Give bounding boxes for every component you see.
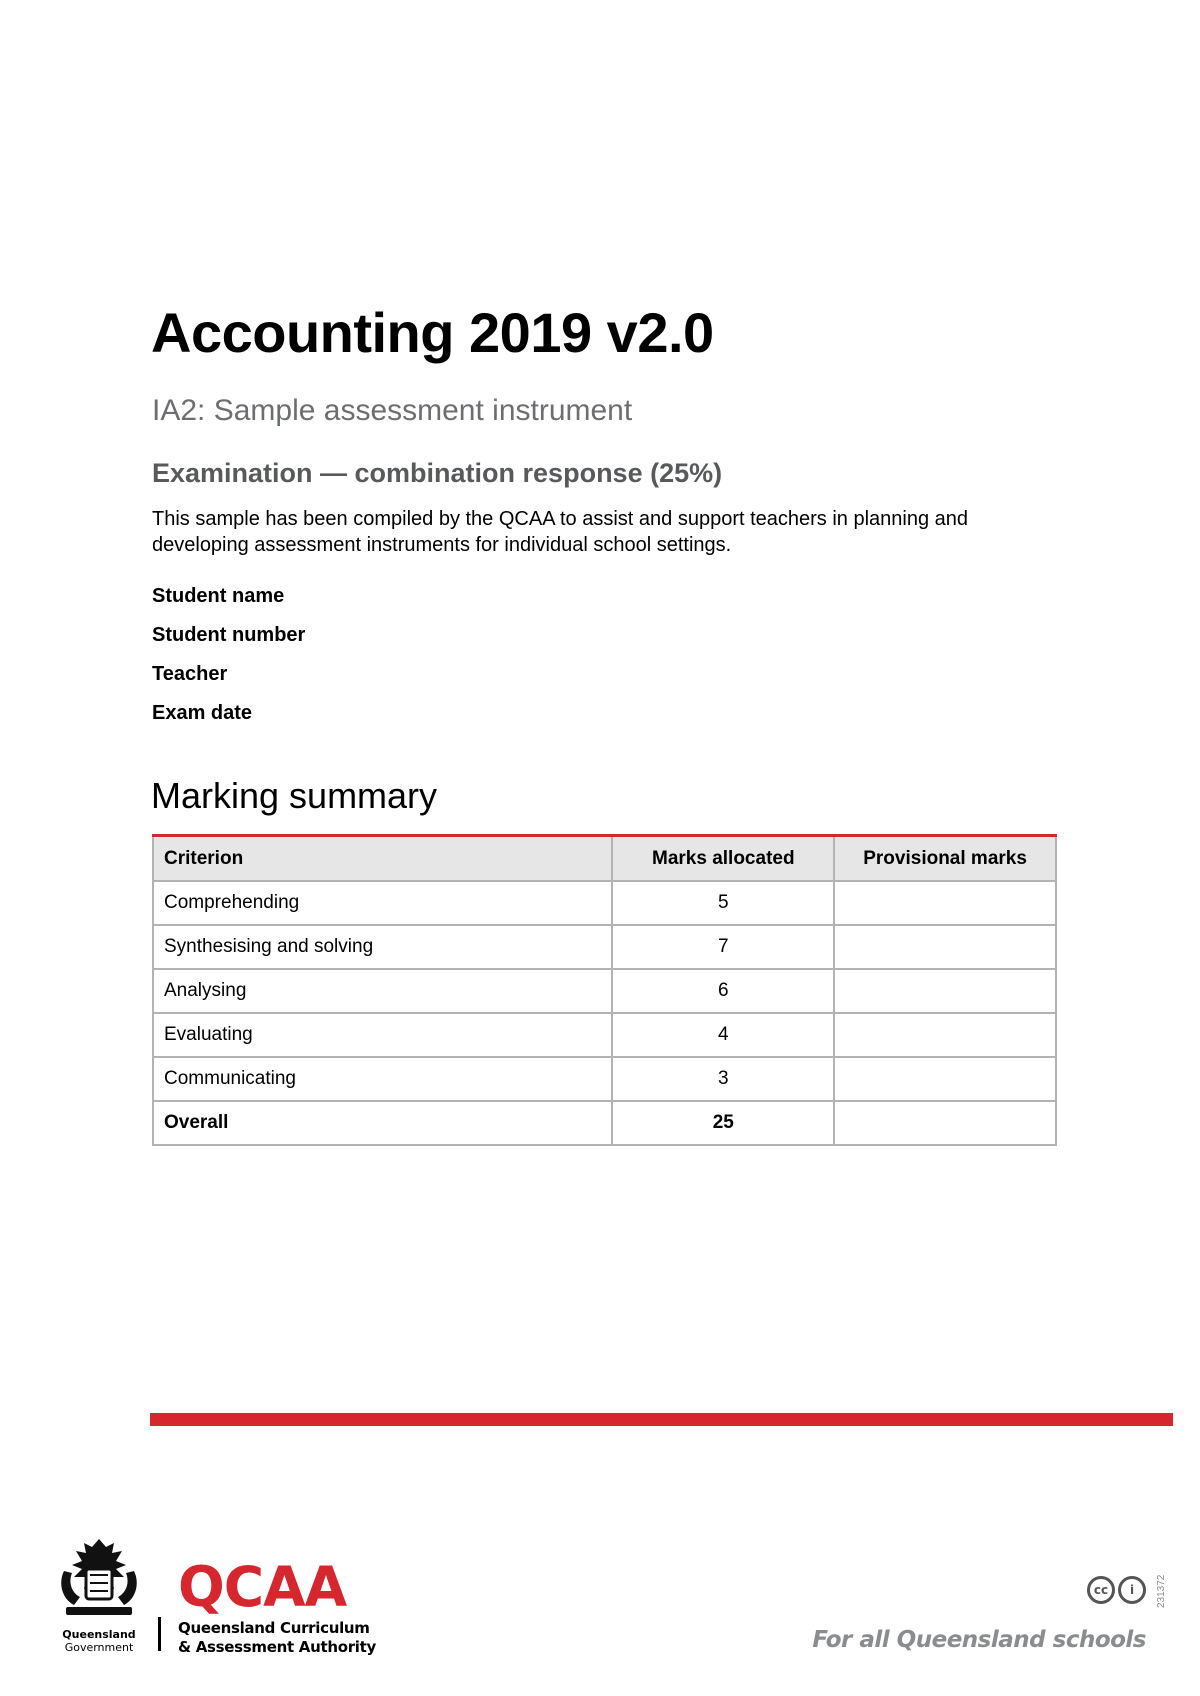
provisional-marks-cell[interactable] [834, 969, 1056, 1013]
intro-paragraph: This sample has been compiled by the QCAA to assist and support teachers in planning and developing assessment instruments for individual school settings. [152, 508, 969, 556]
provisional-marks-cell[interactable] [834, 1057, 1056, 1101]
table-row-overall [153, 1101, 1056, 1145]
column-header-criterion: Criterion [153, 836, 612, 882]
marks-allocated-cell: 3 [612, 1057, 834, 1101]
criterion-cell: Comprehending [153, 881, 612, 925]
student-fields [152, 584, 305, 740]
exam-date-label: Exam date [152, 702, 253, 724]
marking-summary-heading: Marking summary [151, 775, 438, 816]
footer-divider-bar [150, 1413, 1173, 1426]
overall-label-cell: Overall [153, 1101, 612, 1145]
teacher-label: Teacher [152, 663, 228, 685]
marks-allocated-cell: 7 [612, 925, 834, 969]
table-row [153, 1013, 1056, 1057]
queensland-government-logo [54, 1535, 154, 1655]
student-name-label: Student name [152, 585, 285, 607]
table-row [153, 925, 1056, 969]
document-title: Accounting 2019 v2.0 [151, 301, 714, 364]
marks-allocated-cell: 6 [612, 969, 834, 1013]
document-subtitle: IA2: Sample assessment instrument [152, 394, 633, 427]
student-number-label: Student number [152, 624, 306, 646]
qcaa-full-name [178, 1619, 376, 1657]
qcaa-wordmark: QCAA [178, 1555, 347, 1619]
qgov-line-2: Government [64, 1641, 134, 1654]
provisional-marks-cell[interactable] [834, 881, 1056, 925]
table-row [153, 969, 1056, 1013]
table-row [153, 1057, 1056, 1101]
qcaa-name-line-2: & Assessment Authority [178, 1638, 377, 1656]
queensland-government-text [54, 1628, 144, 1654]
provisional-marks-cell[interactable] [834, 925, 1056, 969]
criterion-cell: Evaluating [153, 1013, 612, 1057]
qcaa-name-line-1: Queensland Curriculum [178, 1619, 370, 1637]
criterion-cell: Analysing [153, 969, 612, 1013]
table-header-row [153, 836, 1056, 882]
logo-divider [158, 1617, 161, 1651]
queensland-coat-of-arms-icon [54, 1535, 144, 1621]
document-code: 231372 [1156, 1574, 1167, 1608]
overall-provisional-cell[interactable] [834, 1101, 1056, 1145]
footer-tagline: For all Queensland schools [812, 1627, 1146, 1653]
marks-allocated-cell: 4 [612, 1013, 834, 1057]
attribution-icon: i [1118, 1576, 1146, 1604]
table-row [153, 881, 1056, 925]
criterion-cell: Synthesising and solving [153, 925, 612, 969]
qgov-line-1: Queensland [62, 1628, 136, 1641]
column-header-marks-allocated: Marks allocated [612, 836, 834, 882]
overall-marks-cell: 25 [612, 1101, 834, 1145]
provisional-marks-cell[interactable] [834, 1013, 1056, 1057]
qcaa-logo [178, 1555, 377, 1657]
creative-commons-icon: cc [1087, 1576, 1115, 1604]
exam-type-heading: Examination — combination response (25%) [152, 458, 723, 488]
license-icons [1087, 1576, 1146, 1604]
marking-summary-table [152, 834, 1057, 1146]
column-header-provisional-marks: Provisional marks [834, 836, 1056, 882]
marks-allocated-cell: 5 [612, 881, 834, 925]
criterion-cell: Communicating [153, 1057, 612, 1101]
